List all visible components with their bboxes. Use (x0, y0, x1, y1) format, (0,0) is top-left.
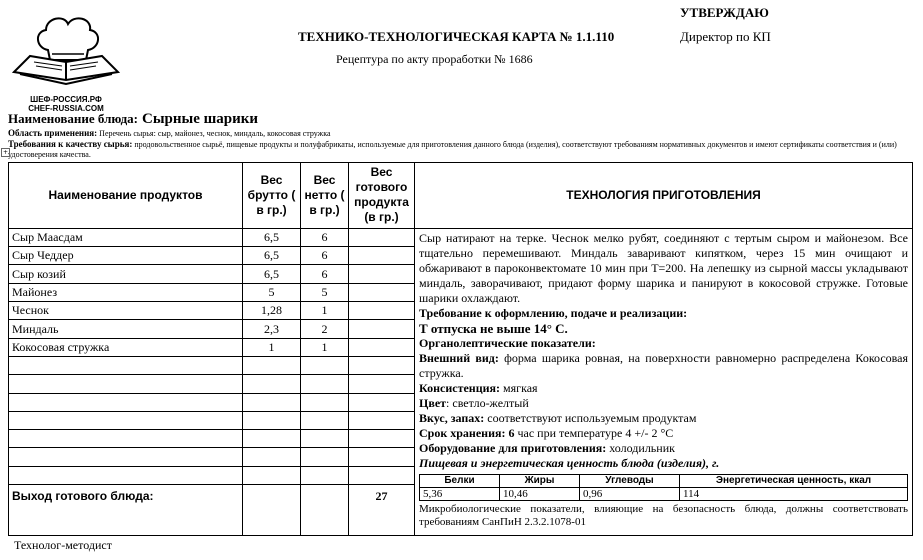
requirements-text: продовольственное сырьё, пищевые продукты и полуфабрикаты, используемые для приготовления данного блюда (изделия), соответствуют требованиям нормативных документов и имеют сертификаты соответствия и (или) удостоверения качества. (8, 140, 897, 159)
storage-hours: 6 (508, 425, 515, 440)
nutrition-header-protein: Белки (420, 474, 500, 487)
nutrition-energy: 114 (680, 487, 908, 500)
nutrition-carbs: 0,96 (580, 487, 680, 500)
scope-row (8, 128, 331, 138)
ingredient-gross: 6,5 (243, 247, 301, 265)
table-row (9, 228, 913, 246)
equipment-text: холодильник (609, 440, 675, 455)
ingredient-ready (349, 338, 415, 356)
ingredient-name: Чеснок (9, 302, 243, 320)
card-title: ТЕХНИКО-ТЕХНОЛОГИЧЕСКАЯ КАРТА № 1.1.110 (298, 29, 615, 44)
color-text: : светло-желтый (446, 395, 529, 410)
technology-cell (415, 228, 913, 535)
header-product-name: Наименование продуктов (9, 163, 243, 229)
ingredient-ready (349, 320, 415, 338)
color-label: Цвет (419, 395, 447, 410)
nutrition-title: Пищевая и энергетическая ценность блюда (изделия), г. (419, 455, 720, 470)
ingredient-net: 1 (301, 302, 349, 320)
ingredient-net: 5 (301, 283, 349, 301)
ingredient-name: Майонез (9, 283, 243, 301)
header-ready-weight: Вес готового продукта (в гр.) (349, 163, 415, 229)
storage-text: час при температуре 4 +/- 2 °С (517, 425, 674, 440)
yield-label: Выход готового блюда: (9, 485, 243, 536)
technology-process: Сыр натирают на терке. Чеснок мелко рубят, соединяют с тертым сыром и майонезом. Все тщательно перемешивают. Миндаль заваривают кипятком, через 15 мин очищают и обжаривают в пароконвектомате 10 мин при Т=200. На лепешку из сырной массы укладывают миндаль, заворачивают, придают форму шарика и панируют в кокосовой стружке. Готовые шарики охлаждают. (419, 230, 908, 305)
ingredient-ready (349, 283, 415, 301)
header-technology: ТЕХНОЛОГИЯ ПРИГОТОВЛЕНИЯ (415, 163, 913, 229)
requirements-row (8, 139, 908, 160)
nutrition-table (419, 474, 908, 501)
consistency-text: мягкая (503, 380, 538, 395)
ingredient-name: Кокосовая стружка (9, 338, 243, 356)
logo-text-ru: ШЕФ-РОССИЯ.РФ (30, 95, 102, 104)
organoleptic-label: Органолептические показатели: (419, 335, 596, 350)
storage-label: Срок хранения: (419, 425, 506, 440)
ingredient-gross: 1,28 (243, 302, 301, 320)
table-move-handle-icon[interactable]: + (2, 149, 9, 156)
chef-hat-book-icon (10, 10, 122, 90)
equipment-label: Оборудование для приготовления: (419, 440, 607, 455)
consistency-label: Консистенция: (419, 380, 501, 395)
nutrition-header-fat: Жиры (500, 474, 580, 487)
technologist-label: Технолог-методист (14, 538, 112, 552)
nutrition-protein: 5,36 (420, 487, 500, 500)
ingredient-name: Миндаль (9, 320, 243, 338)
requirements-label: Требования к качеству сырья: (8, 139, 133, 149)
ingredient-gross: 1 (243, 338, 301, 356)
taste-text: соответствуют используемым продуктам (487, 410, 697, 425)
ingredient-ready (349, 228, 415, 246)
scope-text: Перечень сырья: сыр, майонез, чеснок, миндаль, кокосовая стружка (99, 129, 331, 138)
ingredient-gross: 5 (243, 283, 301, 301)
dish-name-row (8, 111, 258, 128)
ingredient-net: 6 (301, 247, 349, 265)
ingredient-gross: 6,5 (243, 228, 301, 246)
ingredient-net: 1 (301, 338, 349, 356)
ingredient-gross: 2,3 (243, 320, 301, 338)
header-net-weight: Вес нетто ( в гр.) (301, 163, 349, 229)
approve-label: УТВЕРЖДАЮ (680, 5, 769, 20)
ingredient-name: Сыр козий (9, 265, 243, 283)
serving-requirements: Требование к оформлению, подаче и реализации: (419, 305, 688, 320)
appearance-text: форма шарика ровная, на поверхности равномерно распределена Кокосовая стружка. (419, 350, 909, 380)
taste-label: Вкус, запах: (419, 410, 485, 425)
yield-value: 27 (349, 485, 415, 536)
ingredient-ready (349, 265, 415, 283)
microbiology-text: Микробиологические показатели, влияющие на безопасность блюда, должны соответствовать требованиям СанПиН 2.3.2.1078-01 (419, 502, 908, 528)
dish-name: Сырные шарики (141, 111, 259, 127)
logo-text-en: CHEF-RUSSIA.COM (28, 104, 104, 113)
ingredient-ready (349, 247, 415, 265)
appearance-label: Внешний вид: (419, 350, 499, 365)
scope-label: Область применения: (8, 128, 98, 138)
ingredient-ready (349, 302, 415, 320)
ingredient-name: Сыр Чеддер (9, 247, 243, 265)
ingredient-name: Сыр Маасдам (9, 228, 243, 246)
nutrition-header-carbs: Углеводы (580, 474, 680, 487)
recipe-table (8, 162, 913, 536)
dish-label: Наименование блюда: (8, 111, 138, 126)
ingredient-net: 6 (301, 228, 349, 246)
director-label: Директор по КП (680, 29, 771, 44)
nutrition-header-energy: Энергетическая ценность, ккал (680, 474, 908, 487)
nutrition-fat: 10,46 (500, 487, 580, 500)
header-gross-weight: Вес брутто ( в гр.) (243, 163, 301, 229)
ingredient-net: 2 (301, 320, 349, 338)
recipe-act: Рецептура по акту проработки № 1686 (336, 52, 533, 66)
ingredient-gross: 6,5 (243, 265, 301, 283)
ingredient-net: 6 (301, 265, 349, 283)
serving-temperature: Т отпуска не выше 14° С. (419, 320, 568, 336)
chef-russia-logo (10, 10, 122, 113)
